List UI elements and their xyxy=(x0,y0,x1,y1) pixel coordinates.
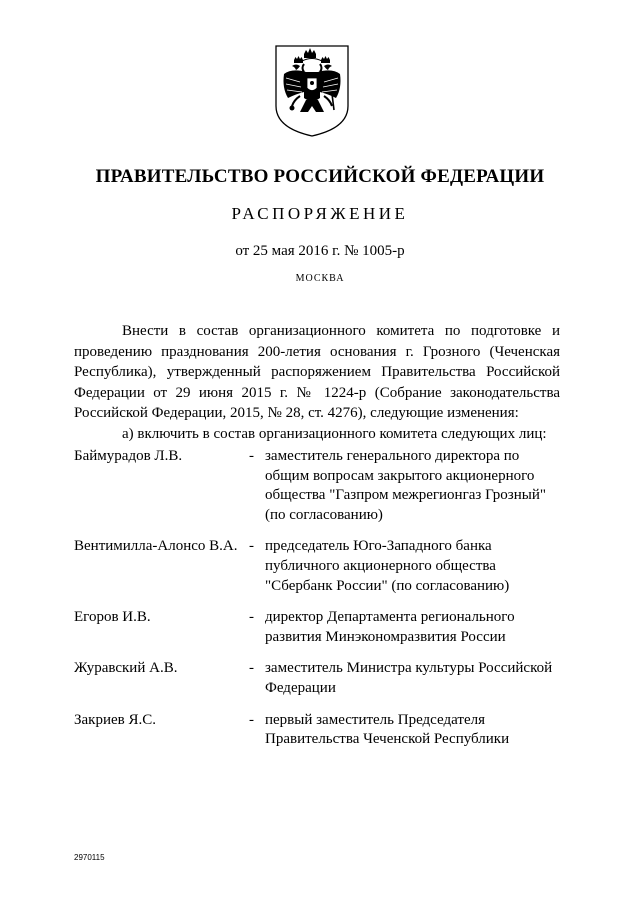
document-code: 2970115 xyxy=(74,853,105,862)
list-item xyxy=(74,608,564,647)
organization-title: ПРАВИТЕЛЬСТВО РОССИЙСКОЙ ФЕДЕРАЦИИ xyxy=(95,166,545,187)
list-item xyxy=(74,711,564,750)
member-name: Вентимилла-Алонсо В.А. xyxy=(74,538,238,555)
list-item xyxy=(74,447,564,525)
member-dash: - xyxy=(249,609,254,626)
member-name: Баймурадов Л.В. xyxy=(74,448,183,464)
member-dash: - xyxy=(249,660,254,677)
member-dash: - xyxy=(249,448,254,464)
document-type: РАСПОРЯЖЕНИЕ xyxy=(231,204,409,223)
member-dash: - xyxy=(249,711,254,728)
document-city: МОСКВА xyxy=(295,273,345,284)
member-role: первый заместитель Председателя Правительства Чеченской Республики xyxy=(265,711,510,748)
member-name: Егоров И.В. xyxy=(74,609,151,626)
member-name: Журавский А.В. xyxy=(74,660,178,677)
coat-of-arms-icon xyxy=(274,44,350,138)
list-item xyxy=(74,537,564,596)
document-date-number: от 25 мая 2016 г. № 1005-р xyxy=(235,243,405,259)
list-item xyxy=(74,659,564,698)
member-name: Закриев Я.С. xyxy=(74,711,156,728)
member-role: председатель Юго-Западного банка публичного акционерного общества "Сбербанк России" (по согласованию) xyxy=(265,538,510,594)
member-role: заместитель генерального директора по общим вопросам закрытого акционерного общества "Газпром межрегионгаз Грозный" (по согласованию) xyxy=(265,448,546,523)
member-dash: - xyxy=(249,538,254,555)
member-role: директор Департамента регионального развития Минэкономразвития России xyxy=(265,609,515,645)
item-a-paragraph: а) включить в состав организационного комитета следующих лиц: xyxy=(122,425,547,442)
members-list xyxy=(74,447,564,762)
intro-paragraph: Внести в состав организационного комитета по подготовке и проведению празднования 200-летия основания г. Грозного (Чеченская Республика), утвержденный распоряжением Правительства Российской Федерации от 29 июня 2015 г. № 1224-р (Собрание законодательства Российской Федерации, 2015, № 28, ст. 4276), следующие изменения: xyxy=(74,323,560,422)
document-body xyxy=(74,321,560,445)
member-role: заместитель Министра культуры Российской Федерации xyxy=(265,660,553,696)
